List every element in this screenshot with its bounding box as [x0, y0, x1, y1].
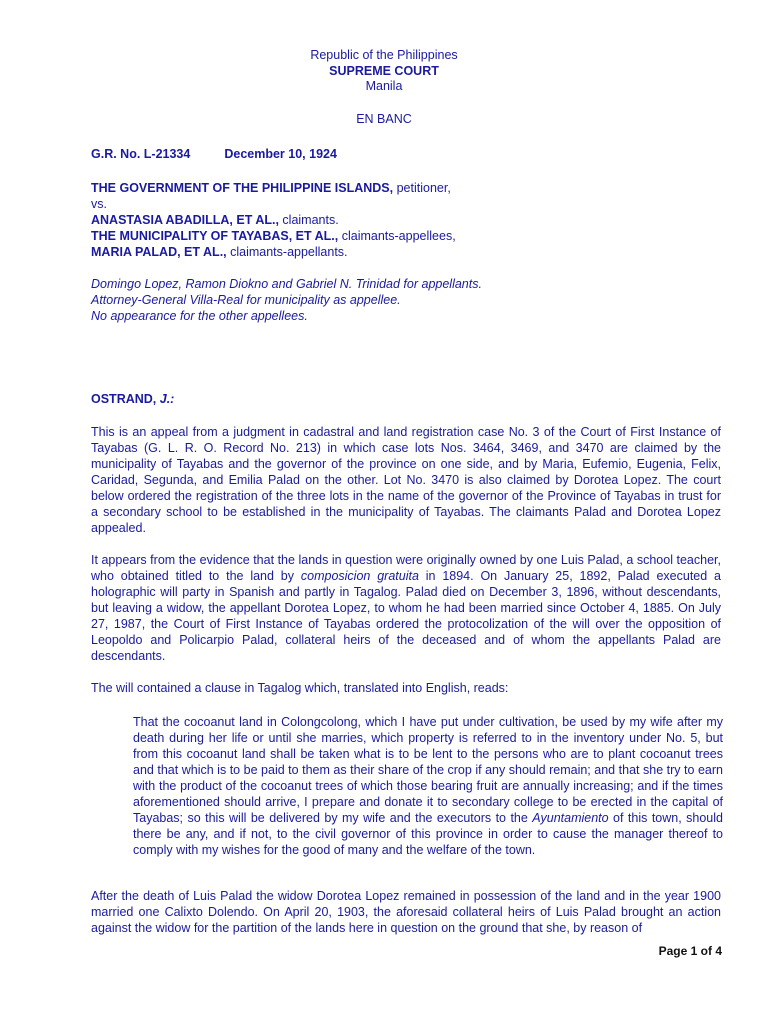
page-total: 4 [715, 944, 722, 958]
counsel-line: Attorney-General Villa-Real for municipality as appellee. [91, 293, 401, 307]
paragraph-3: The will contained a clause in Tagalog which, translated into English, reads: [91, 681, 509, 695]
parties-block [91, 180, 721, 260]
court-name: SUPREME COURT [329, 64, 439, 78]
case-heading [91, 146, 721, 162]
ponente [91, 391, 721, 407]
text-run: It appears from the evidence that the lands in question were originally owned by one Luis Palad, a school teacher, who obtained titled to the land by [91, 553, 721, 583]
versus: vs. [91, 197, 107, 211]
republic-line: Republic of the Philippines [310, 48, 458, 62]
counsel-block [91, 276, 721, 324]
page-number [659, 943, 722, 959]
paragraph-2 [91, 552, 721, 664]
italic-term: Ayuntamiento [532, 811, 609, 825]
party-appellants: MARIA PALAD, ET AL., [91, 245, 227, 259]
paragraph-1: This is an appeal from a judgment in cadastral and land registration case No. 3 of the Court of First Instance of Tayabas (G. L. R. O. Record No. 213) in which case lots Nos. 3464, 3469, and 3470 are claimed by the municipality of Tayabas and the governor of the province on one side, and by Maria, Eufemio, Eugenia, Felix, Caridad, Segunda, and Emilia Palad on the other. Lot No. 3470 is also claimed by Dorotea Lopez. The court below ordered the registration of the three lots in the name of the governor of the Province of Tayabas in trust for a secondary school to be established in the municipality of Tayabas. The claimants Palad and Dorotea Lopez appealed. [91, 425, 721, 535]
party-appellees: THE MUNICIPALITY OF TAYABAS, ET AL., [91, 229, 339, 243]
page-current: 1 [690, 944, 698, 958]
paragraph-4: After the death of Luis Palad the widow Dorotea Lopez remained in possession of the land and in the year 1900 married one Calixto Dolendo. On April 20, 1903, the aforesaid collateral heirs of Luis Palad brought an action against the widow for the partition of the lands here in question on the ground that she, by reason of [91, 889, 721, 935]
page-word: Page [658, 944, 688, 958]
text-run: of this town, should there be any, and if not, to the civil governor of this province in order to cause the manager thereof to comply with my wishes for the good of many and the welfare of the town. [133, 811, 723, 857]
party-claimants: ANASTASIA ABADILLA, ET AL., [91, 213, 279, 227]
italic-term: composicion gratuita [300, 569, 419, 583]
text-run: That the cocoanut land in Colongcolong, which I have put under cultivation, be used by my wife after my death during her life or until she marries, which property is referred to in the inventory under No. 5, but from this cocoanut land shall be taken what is to be lent to the persons who are to plant cocoanut trees and that which is to be paid to them as their share of the crop if any should remain; and that she try to earn with the product of the cocoanut trees of which those bearing fruit are annually increasing; and if the times aforementioned should arrive, I prepare and donate it to secondary college to be erected in the capital of Tayabas; so this will be delivered by my wife and the executors to the [133, 715, 723, 825]
decision-date: December 10, 1924 [224, 147, 337, 161]
party-role: claimants. [278, 213, 339, 227]
page-of: of [700, 944, 712, 958]
will-quotation [133, 714, 723, 858]
gr-number: G.R. No. L-21334 [91, 147, 191, 161]
author-name: OSTRAND, [91, 392, 157, 406]
counsel-line: No appearance for the other appellees. [91, 309, 308, 323]
author-suffix: J.: [156, 392, 175, 406]
party-role: claimants-appellees, [338, 229, 456, 243]
party-role: claimants-appellants. [226, 245, 348, 259]
party-role: petitioner, [393, 181, 451, 195]
division-label: EN BANC [356, 112, 412, 126]
text-run: in 1894. On January 25, 1892, Palad executed a holographic will party in Spanish and partly in Tagalog. Palad died on December 3, 1896, without descendants, but leaving a widow, the appellant Dorotea Lopez, to whom he had been married since October 4, 1885. On July 27, 1987, the Court of First Instance of Tayabas ordered the protocolization of the will over the opposition of Leopoldo and Policarpio Palad, collateral heirs of the deceased and of whom the appellants Palad are descendants. [91, 569, 721, 663]
party-petitioner: THE GOVERNMENT OF THE PHILIPPINE ISLANDS, [91, 181, 394, 195]
court-city: Manila [365, 79, 403, 93]
counsel-line: Domingo Lopez, Ramon Diokno and Gabriel N. Trinidad for appellants. [91, 277, 482, 291]
